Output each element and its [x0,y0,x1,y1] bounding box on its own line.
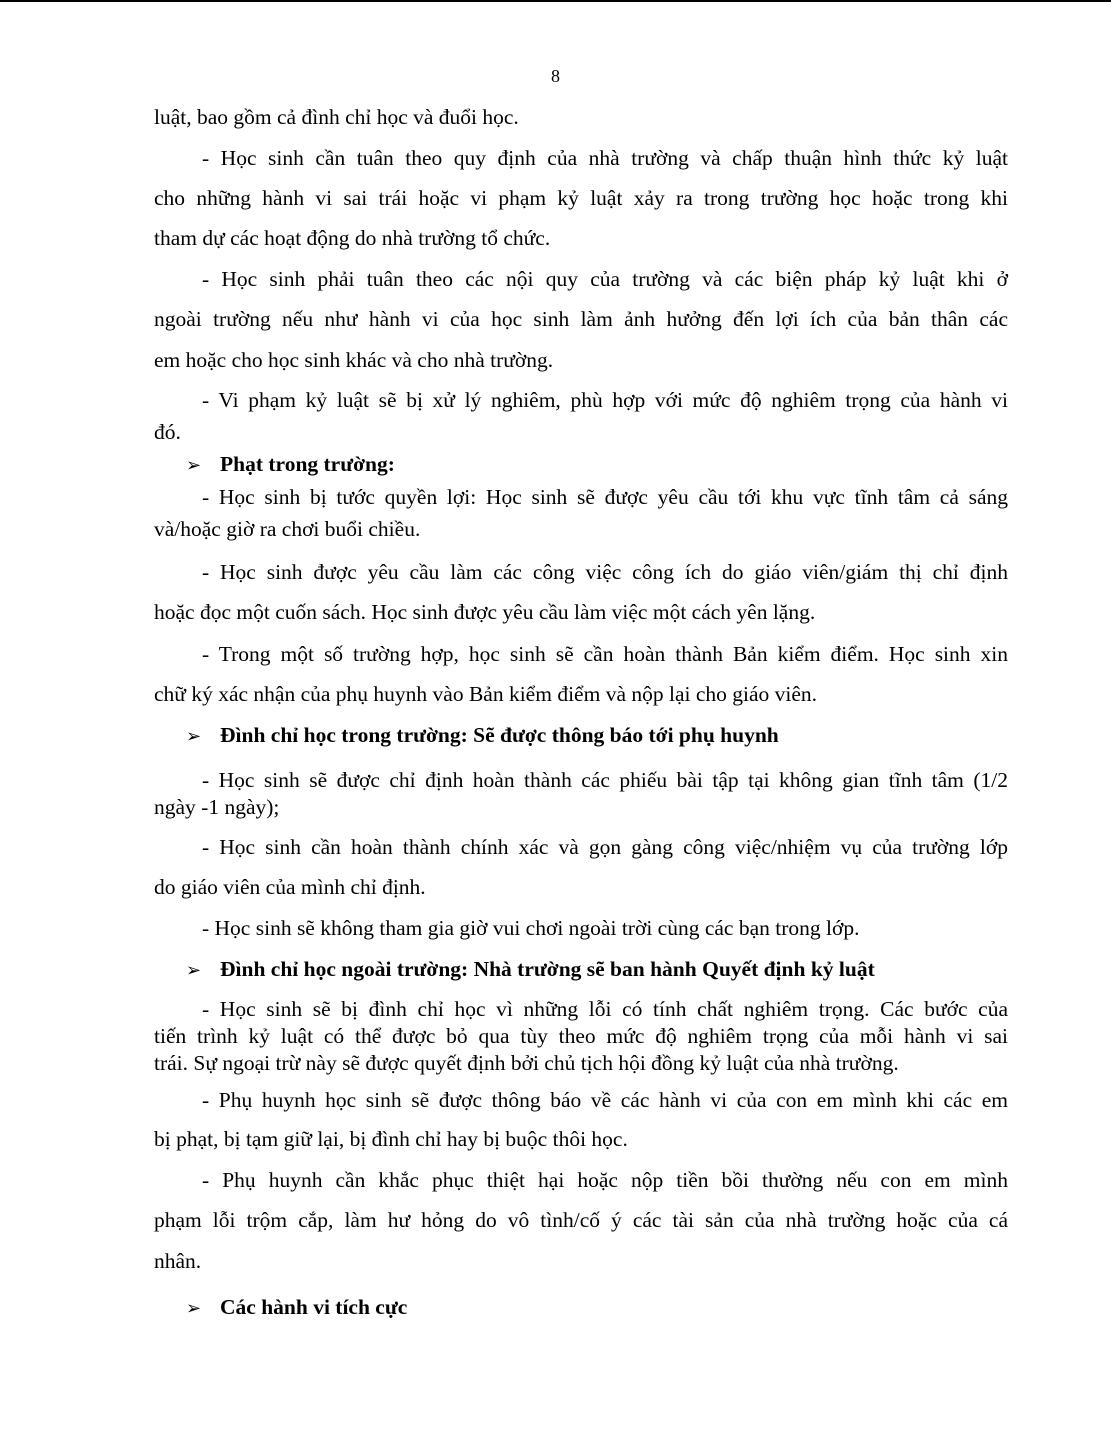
text-line: ngày -1 ngày); [154,795,280,819]
text-line: - Trong một số trường hợp, học sinh sẽ cần hoàn thành Bản kiểm điểm. Học sinh xin [202,642,1008,666]
section-heading [186,718,779,752]
text-line: - Học sinh sẽ bị đình chỉ học vì những lỗi có tính chất nghiêm trọng. Các bước của [202,997,1008,1021]
text-line: - Học sinh sẽ được chỉ định hoàn thành các phiếu bài tập tại không gian tĩnh tâm (1/2 [202,768,1008,792]
arrow-bullet-icon: ➢ [186,1298,202,1318]
text-line: - Vi phạm kỷ luật sẽ bị xử lý nghiêm, phù hợp với mức độ nghiêm trọng của hành vi [202,388,1008,412]
text-line: - Phụ huynh cần khắc phục thiệt hại hoặc nộp tiền bồi thường nếu con em mình [202,1168,1008,1192]
text-line: cho những hành vi sai trái hoặc vi phạm kỷ luật xảy ra trong trường học hoặc trong khi [154,186,1008,210]
text-line: tiến trình kỷ luật có thể được bỏ qua tùy theo mức độ nghiêm trọng của mỗi hành vi sai [154,1024,1008,1048]
heading-text: Các hành vi tích cực [220,1295,408,1319]
text-line: - Học sinh cần hoàn thành chính xác và gọn gàng công việc/nhiệm vụ của trường lớp [202,835,1008,859]
text-line: phạm lỗi trộm cắp, làm hư hỏng do vô tình/cố ý các tài sản của nhà trường hoặc của cá [154,1208,1008,1232]
text-line: ngoài trường nếu như hành vi của học sinh làm ảnh hưởng đến lợi ích của bản thân các [154,307,1008,331]
section-heading [186,447,395,481]
text-line: bị phạt, bị tạm giữ lại, bị đình chỉ hay bị buộc thôi học. [154,1127,628,1151]
text-line: nhân. [154,1249,202,1273]
section-heading [186,952,875,986]
text-line: - Phụ huynh học sinh sẽ được thông báo về các hành vi của con em mình khi các em [202,1088,1008,1112]
section-heading [186,1290,407,1324]
text-line: - Học sinh được yêu cầu làm các công việc công ích do giáo viên/giám thị chỉ định [202,560,1008,584]
text-line: hoặc đọc một cuốn sách. Học sinh được yêu cầu làm việc một cách yên lặng. [154,600,816,624]
text-line: - Học sinh bị tước quyền lợi: Học sinh sẽ được yêu cầu tới khu vực tĩnh tâm cả sáng [202,485,1008,509]
text-line: luật, bao gồm cả đình chỉ học và đuổi học. [154,105,519,129]
text-line: em hoặc cho học sinh khác và cho nhà trường. [154,348,554,372]
text-line: do giáo viên của mình chỉ định. [154,875,426,899]
heading-text: Đình chỉ học trong trường: Sẽ được thông báo tới phụ huynh [220,723,779,747]
arrow-bullet-icon: ➢ [186,960,202,980]
text-line: - Học sinh phải tuân theo các nội quy của trường và các biện pháp kỷ luật khi ở [202,267,1008,291]
heading-text: Đình chỉ học ngoài trường: Nhà trường sẽ ban hành Quyết định kỷ luật [220,957,875,981]
text-line: chữ ký xác nhận của phụ huynh vào Bản kiểm điểm và nộp lại cho giáo viên. [154,682,818,706]
page-number: 8 [551,66,560,86]
top-border-line [0,0,1111,2]
heading-text: Phạt trong trường: [220,452,395,476]
text-line: và/hoặc giờ ra chơi buổi chiều. [154,517,421,541]
text-line: đó. [154,420,181,444]
arrow-bullet-icon: ➢ [186,726,202,746]
text-line: tham dự các hoạt động do nhà trường tổ chức. [154,226,551,250]
arrow-bullet-icon: ➢ [186,455,202,475]
text-line: - Học sinh cần tuân theo quy định của nhà trường và chấp thuận hình thức kỷ luật [202,146,1008,170]
text-line: - Học sinh sẽ không tham gia giờ vui chơi ngoài trời cùng các bạn trong lớp. [202,916,860,940]
text-line: trái. Sự ngoại trừ này sẽ được quyết định bởi chủ tịch hội đồng kỷ luật của nhà trường. [154,1051,899,1075]
